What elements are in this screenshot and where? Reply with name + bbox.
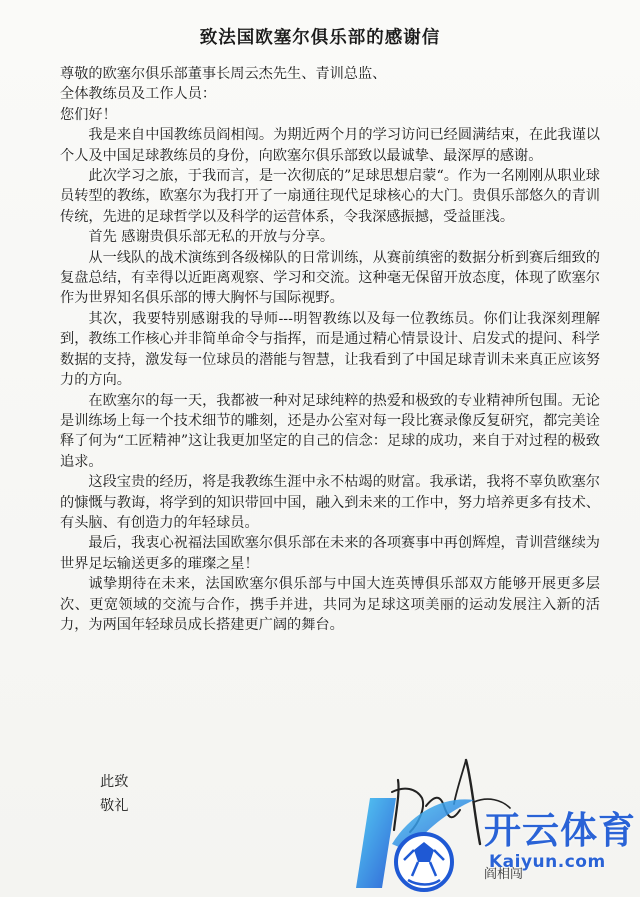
salutation-line-1: 尊敬的欧塞尔俱乐部董事长周云杰先生、青训总监、 (60, 66, 387, 82)
paragraph: 我是来自中国教练员阎相闯。为期近两个月的学习访问已经圆满结束，在此我谨以个人及中国足球教练员的身份，向欧塞尔俱乐部致以最诚挚、最深厚的感谢。 (60, 127, 600, 164)
letter-body (60, 64, 600, 635)
paragraph: 首先 感谢贵俱乐部无私的开放与分享。 (88, 229, 335, 246)
letter-title: 致法国欧塞尔俱乐部的感谢信 (199, 28, 441, 48)
paragraph: 此次学习之旅，于我而言，是一次彻底的”足球思想启蒙“。作为一名刚刚从职业球员转型的教练，欧塞尔为我打开了一扇通往现代足球核心的大门。贵俱乐部悠久的青训传统，先进的足球哲学以及科学的运营体系，令我深感振撼，受益匪浅。 (60, 168, 600, 225)
paragraph: 最后，我衷心祝福法国欧塞尔俱乐部在未来的各项赛事中再创辉煌，青训营继续为世界足坛输送更多的璀璨之星！ (60, 535, 600, 572)
watermark-url: Kaiyun.com (489, 852, 606, 872)
kaiyun-watermark (352, 790, 640, 897)
letter-closing (100, 770, 128, 818)
paragraph: 诚挚期待在未来，法国欧塞尔俱乐部与中国大连英博俱乐部双方能够开展更多层次、更宽领域的交流与合作，携手并进，共同为足球这项美丽的运动发展注入新的活力，为两国年轻球员成长搭建更广阔的舞台。 (60, 576, 600, 633)
paragraph: 这段宝贵的经历，将是我教练生涯中永不枯竭的财富。我承诺，我将不辜负欧塞尔的慷慨与教诲，将学到的知识带回中国，融入到未来的工作中，努力培养更多有技术、有头脑、有创造力的年轻球员。 (60, 474, 600, 531)
signature-name: 阎相闯 (484, 867, 524, 882)
watermark-brand: 开云体育 (484, 809, 636, 852)
paragraph: 在欧塞尔的每一天，我都被一种对足球纯粹的热爱和极致的专业精神所包围。无论是训练场上每一个技术细节的雕刻，还是办公室对每一段比赛录像反复研究，都完美诠释了何为“工匠精神”这让我更加坚定的自己的信念：足球的成功，来自于对过程的极致追求。 (60, 392, 600, 470)
paragraph: 从一线队的战术演练到各级梯队的日常训练，从赛前缜密的数据分析到赛后细致的复盘总结，有幸得以近距离观察、学习和交流。这种毫无保留开放态度，体现了欧塞尔作为世界知名俱乐部的博大胸怀与国际视野。 (60, 249, 600, 307)
closing-line-1: 此致 (100, 774, 129, 790)
closing-line-2: 敬礼 (100, 798, 129, 814)
salutation-line-2: 全体教练员及工作人员： (60, 86, 217, 103)
kaiyun-logo-icon (352, 790, 482, 897)
paragraph: 其次，我要特别感谢我的导师---明智教练以及每一位教练员。你们让我深刻理解到，教练工作核心并非简单命令与指挥，而是通过精心情景设计、启发式的提问、科学数据的支持，激发每一位球员的潜能与智慧，让我看到了中国足球青训未来真正应该努力的方向。 (60, 310, 600, 389)
greeting: 您们好！ (60, 106, 117, 123)
